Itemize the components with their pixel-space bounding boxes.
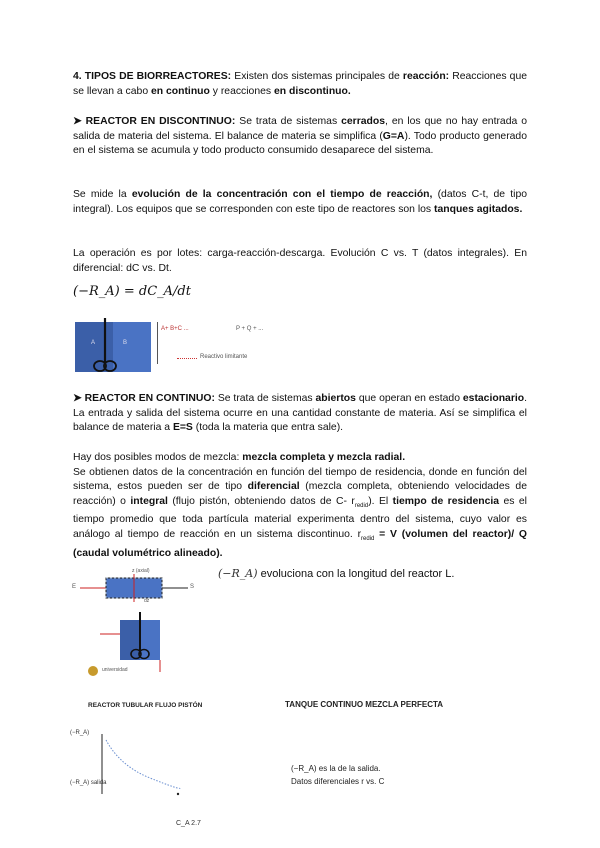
graph-x-label: C_A 2.7 <box>176 820 201 827</box>
logo-text: universidad <box>102 667 128 673</box>
paragraph-operacion-lotes: La operación es por lotes: carga-reacción-descarga. Evolución C vs. T (datos integrales). En diferencial: dC vs. Dt. <box>73 248 527 274</box>
subsection-heading: ➤ REACTOR EN DISCONTINUO: <box>73 116 236 127</box>
rate-formula: (−R_A) = dC_A/dt <box>73 284 191 299</box>
reaction-left: A+ B+C ... <box>161 326 189 332</box>
figure-divider <box>157 322 158 364</box>
tube-inlet-label: E <box>72 584 77 590</box>
batch-tank-drawing <box>73 318 153 374</box>
section-tipos-biorreactores: 4. TIPOS DE BIORREACTORES: Existen dos sistemas principales de reacción: Reacciones que se llevan a cabo en continuo y reacciones en discontinuo. <box>73 71 527 97</box>
batch-tank-figure <box>73 318 153 374</box>
paragraph-reactor-continuo: ➤ REACTOR EN CONTINUO: Se trata de sistemas abiertos que operan en estado estacionario. La entrada y salida del sistema ocurre en una cantidad constante de materia. Así se simplifica el balance de materia a E=S (toda la materia que entra sale). <box>73 393 527 434</box>
evolution-note: (−R_A) evoluciona con la longitud del reactor L. <box>218 567 455 580</box>
reaction-right: P + Q + ... <box>236 326 264 332</box>
paragraph-evolucion-concentracion: Se mide la evolución de la concentración con el tiempo de reacción, (datos C-t, de tipo integral). Los equipos que se corresponden con este tipo de reactores son los tanques agitados. <box>73 189 528 215</box>
output-note-2: Datos diferenciales r vs. C <box>291 777 385 786</box>
output-note-1: (−R_A) es la de la salida. <box>291 764 381 773</box>
tube-dz-label: dz <box>144 598 150 604</box>
paragraph-reactor-discontinuo: ➤ REACTOR EN DISCONTINUO: Se trata de sistemas cerrados, en los que no hay entrada o salida de materia del sistema. El balance de materia se simplifica (G=A). Todo producto generado en el sistema se acumula y todo producto consumido desaparece del sistema. <box>73 116 527 157</box>
paragraph-modos-mezcla: Hay dos posibles modos de mezcla: mezcla completa y mezcla radial. Se obtienen datos de la concentración en función del tiempo de residencia, donde en función del sistema, estos pueden ser de tipo diferencial (mezcla completa, obteniendo velocidades de reacción) o integral (flujo pistón, obteniendo datos de C- $r_{redid}$). El tiempo de residencia es el tiempo promedio que toda partícula material experimenta dentro del sistema, cuyo valor es análogo al tiempo de reacción en un sistema discontinuo. $r_{redid} = V$ (volumen del reactor)/ Q (caudal volumétrico alineado). <box>73 452 527 559</box>
tube-axial-label: z (axial) <box>132 568 150 574</box>
tubular-reactor-figure <box>72 568 200 608</box>
university-logo-icon <box>88 666 98 676</box>
limiting-arrow <box>177 358 197 359</box>
cstr-figure <box>100 612 170 674</box>
graph-y-bottom-label: (−R_A) salida <box>70 780 107 786</box>
section-heading: 4. TIPOS DE BIORREACTORES: <box>73 71 232 82</box>
limiting-reagent-label: Reactivo limitante <box>200 354 248 360</box>
cstr-drawing <box>100 612 170 674</box>
caption-tubular: REACTOR TUBULAR FLUJO PISTÓN <box>88 702 203 709</box>
graph-y-top-label: (−R_A) <box>70 730 90 736</box>
tank-label-b: B <box>123 340 128 346</box>
graph-drawing <box>70 730 210 800</box>
rate-concentration-graph <box>70 730 210 800</box>
caption-tank: TANQUE CONTINUO MEZCLA PERFECTA <box>285 700 444 709</box>
subsection-heading: ➤ REACTOR EN CONTINUO: <box>73 393 215 404</box>
tubular-reactor-drawing <box>80 568 200 608</box>
tank-label-a: A <box>91 340 96 346</box>
tube-outlet-label: S <box>190 584 195 590</box>
